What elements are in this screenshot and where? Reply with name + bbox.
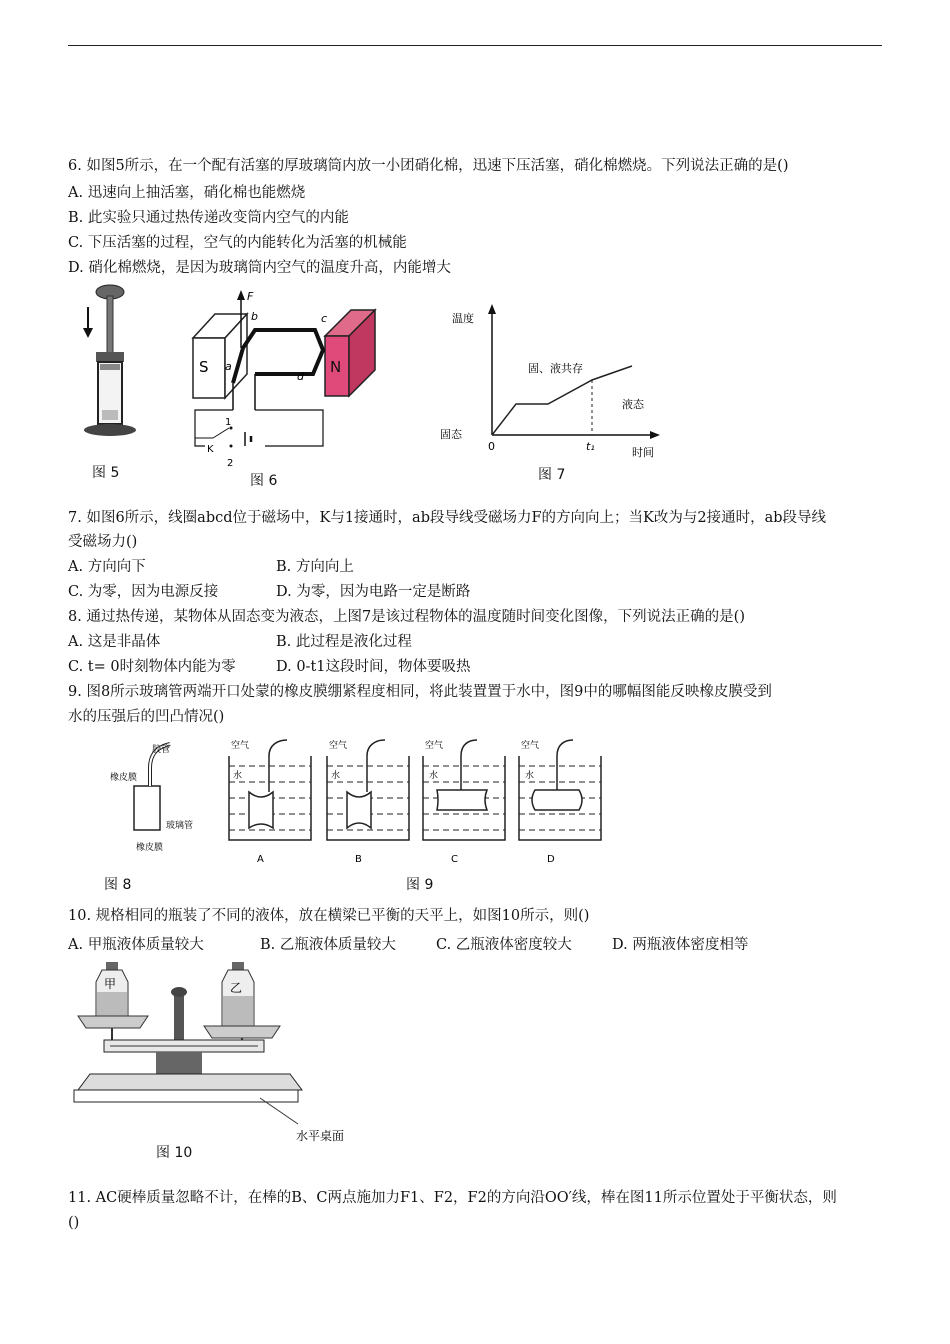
figure-6-coil [185,288,380,469]
svg-text:固、液共存: 固、液共存 [528,362,583,375]
svg-text:玻璃管: 玻璃管 [166,821,194,831]
q8-stem: 8. 通过热传递，某物体从固态变为液态，上图7是该过程物体的温度随时间变化图像，下列说法正确的是() [68,609,745,625]
beaker-b [327,739,409,865]
q11-stem-line1: 11. AC硬棒质量忽略不计，在棒的B、C两点施加力F1、F2，F2的方向沿OO′线，棒在图11所示位置处于平衡状态，则 [68,1190,837,1206]
figure-9-beakers [225,736,615,868]
q7-stem-line1: 7. 如图6所示，线圈abcd位于磁场中，K与1接通时，ab段导线受磁场力F的方向向上；当K改为与2接通时，ab段导线 [68,510,827,526]
svg-text:D: D [547,854,555,865]
q7-option-d: D. 为零，因为电路一定是断路 [276,584,471,600]
q8-option-d: D. 0-t1这段时间，物体要吸热 [276,659,471,675]
x-axis-label: 时间 [632,446,654,459]
q6-stem: 6. 如图5所示，在一个配有活塞的厚玻璃筒内放一小团硝化棉，迅速下压活塞，硝化棉燃烧。下列说法正确的是() [68,158,789,174]
bottle-yi-label: 乙 [230,981,243,995]
svg-text:水: 水 [429,771,439,781]
table-label: 水平桌面 [296,1129,345,1143]
q10-option-c: C. 乙瓶液体密度较大 [436,937,572,953]
svg-text:橡皮膜: 橡皮膜 [136,843,164,853]
q6-option-c: C. 下压活塞的过程，空气的内能转化为活塞的机械能 [68,235,407,251]
svg-text:d: d [297,370,304,383]
svg-text:水: 水 [331,771,341,781]
svg-text:空气: 空气 [231,741,250,751]
svg-text:K: K [207,444,214,455]
svg-text:水: 水 [233,771,243,781]
q7-option-b: B. 方向向上 [276,559,354,575]
force-label: F [247,290,254,303]
figure-10-caption: 图 10 [156,1145,193,1161]
svg-text:B: B [355,854,362,865]
bottle-yi [222,962,254,1026]
y-axis-label: 温度 [452,312,474,325]
figure-6-caption: 图 6 [250,473,278,489]
figure-7-caption: 图 7 [538,467,566,483]
svg-text:t₁: t₁ [586,440,595,453]
q7-option-c: C. 为零，因为电源反接 [68,584,219,600]
header-rule [68,45,882,46]
n-pole-label: N [330,358,342,376]
svg-text:0: 0 [488,440,495,453]
svg-text:c: c [321,312,328,325]
figure-7-graph [432,300,664,468]
figure-8-caption: 图 8 [104,877,132,893]
q9-stem-line2: 水的压强后的凹凸情况() [68,709,225,725]
q10-stem: 10. 规格相同的瓶装了不同的液体，放在横梁已平衡的天平上，如图10所示，则() [68,908,590,924]
q10-option-d: D. 两瓶液体密度相等 [612,937,749,953]
q9-stem-line1: 9. 图8所示玻璃管两端开口处蒙的橡皮膜绷紧程度相同，将此装置置于水中，图9中的哪幅图能反映橡皮膜受到 [68,684,772,700]
q7-stem-line2: 受磁场力() [68,534,138,550]
svg-text:b: b [251,310,258,323]
figure-5-caption: 图 5 [92,465,120,481]
q6-option-a: A. 迅速向上抽活塞，硝化棉也能燃烧 [68,185,306,201]
q8-option-b: B. 此过程是液化过程 [276,634,412,650]
svg-text:胶管: 胶管 [152,745,171,755]
s-pole-label: S [199,358,209,376]
q10-option-b: B. 乙瓶液体质量较大 [260,937,396,953]
svg-text:C: C [451,854,458,865]
svg-text:水: 水 [525,771,535,781]
figure-9-caption: 图 9 [406,877,434,893]
svg-text:固态: 固态 [440,428,462,441]
svg-text:2: 2 [227,458,234,469]
q6-option-d: D. 硝化棉燃烧，是因为玻璃筒内空气的温度升高，内能增大 [68,260,451,276]
svg-text:空气: 空气 [329,741,348,751]
svg-text:橡皮膜: 橡皮膜 [110,773,138,783]
svg-text:a: a [225,360,232,373]
svg-text:空气: 空气 [425,741,444,751]
beaker-a [229,739,311,865]
svg-text:液态: 液态 [622,398,644,411]
svg-text:空气: 空气 [521,741,540,751]
figure-5-piston [76,282,146,442]
svg-text:1: 1 [225,417,232,428]
q11-stem-line2: () [68,1215,80,1231]
beaker-d [519,739,601,865]
q6-option-b: B. 此实验只通过热传递改变筒内空气的内能 [68,210,349,226]
q8-option-a: A. 这是非晶体 [68,634,161,650]
q10-option-a: A. 甲瓶液体质量较大 [68,937,204,953]
figure-10-balance [70,958,370,1148]
svg-text:A: A [257,854,264,865]
q8-option-c: C. t= 0时刻物体内能为零 [68,659,236,675]
bottle-jia-label: 甲 [104,977,117,991]
bottle-jia [96,962,128,1016]
beaker-c [423,739,505,865]
figure-8-tube [110,738,220,864]
q7-option-a: A. 方向向下 [68,559,146,575]
